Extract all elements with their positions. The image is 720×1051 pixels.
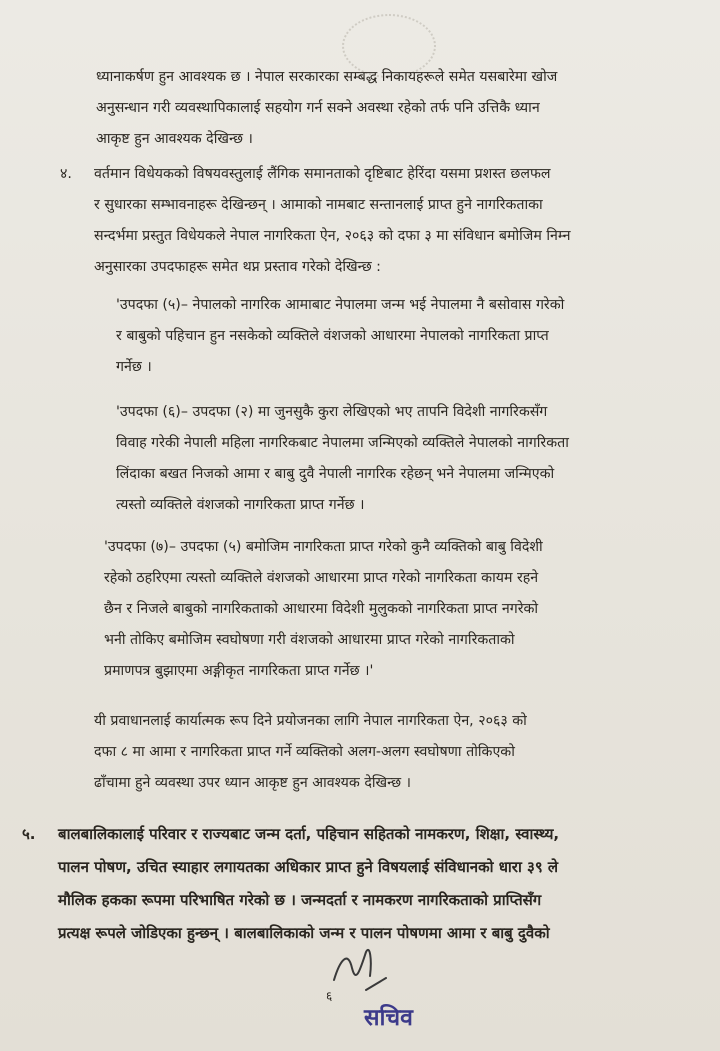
text-line: भनी तोकिए बमोजिम स्वघोषणा गरी वंशजको आधारमा प्राप्त गरेको नागरिकताको: [104, 632, 515, 648]
text-line: रहेको ठहरिएमा त्यस्तो व्यक्तिले वंशजको आधारमा प्राप्त गरेको नागरिकता कायम रहने: [104, 570, 539, 586]
text-line: त्यस्तो व्यक्तिले वंशजको नागरिकता प्राप्त गर्नेछ ।: [116, 497, 365, 513]
item-number: ४.: [60, 166, 72, 182]
text-line: अनुसारका उपदफाहरू समेत थप्न प्रस्ताव गरेको देखिन्छ :: [94, 259, 381, 275]
text-line: प्रत्यक्ष रूपले जोडिएका हुन्छन् । बालबालिकाको जन्म र पालन पोषणमा आमा र बाबु दुवैको: [58, 924, 550, 942]
paragraph-provision: [94, 706, 527, 799]
text-line: मौलिक हकका रूपमा परिभाषित गरेको छ । जन्मदर्ता र नामकरण नागरिकताको प्राप्तिसँग: [58, 891, 542, 909]
text-line: दफा ८ मा आमा र नागरिकता प्राप्त गर्ने व्यक्तिको अलग-अलग स्वघोषणा तोकिएको: [94, 744, 515, 760]
text-line: वर्तमान विधेयकको विषयवस्तुलाई लैंगिक समानताको दृष्टिबाट हेरिंदा यसमा प्रशस्त छलफल: [94, 166, 551, 182]
quote-subsection-5: [116, 290, 564, 383]
text-line: 'उपदफा (६)– उपदफा (२) मा जुनसुकै कुरा लेखिएको भए तापनि विदेशी नागरिकसँग: [116, 404, 548, 420]
text-line: विवाह गरेकी नेपाली महिला नागरिकबाट नेपालमा जन्मिएको व्यक्तिले नेपालको नागरिकता: [116, 435, 569, 451]
text-line: बालबालिकालाई परिवार र राज्यबाट जन्म दर्ता, पहिचान सहितको नामकरण, शिक्षा, स्वास्थ्य,: [58, 825, 560, 843]
text-line: 'उपदफा (५)– नेपालको नागरिक आमाबाट नेपालमा जन्म भई नेपालमा नै बसोवास गरेको: [116, 297, 565, 313]
paragraph-top: [96, 62, 557, 155]
text-line: लिंदाका बखत निजको आमा र बाबु दुवै नेपाली नागरिक रहेछन् भने नेपालमा जन्मिएको: [116, 466, 555, 482]
text-line: प्रमाणपत्र बुझाएमा अङ्गीकृत नागरिकता प्राप्त गर्नेछ ।': [104, 663, 374, 679]
text-line: आकृष्ट हुन आवश्यक देखिन्छ ।: [96, 131, 253, 147]
text-line: र सुधारका सम्भावनाहरू देखिन्छन् । आमाको नामबाट सन्तानलाई प्राप्त हुने नागरिकताका: [94, 197, 543, 213]
page-number: ६: [326, 989, 333, 1003]
text-line: ध्यानाकर्षण हुन आवश्यक छ । नेपाल सरकारका सम्बद्ध निकायहरूले समेत यसबारेमा खोज: [96, 69, 558, 85]
item-5-paragraph: [58, 818, 559, 950]
text-line: यी प्रवाधानलाई कार्यात्मक रूप दिने प्रयोजनका लागि नेपाल नागरिकता ऐन, २०६३ को: [94, 713, 527, 729]
text-line: र बाबुको पहिचान हुन नसकेको व्यक्तिले वंशजको आधारमा नेपालको नागरिकता प्राप्त: [116, 328, 549, 344]
quote-subsection-7: [104, 532, 543, 687]
text-line: ढाँचामा हुने व्यवस्था उपर ध्यान आकृष्ट हुन आवश्यक देखिन्छ ।: [94, 775, 412, 791]
item-number: ५.: [22, 825, 36, 843]
item-4-paragraph: [94, 159, 571, 283]
text-line: अनुसन्धान गरी व्यवस्थापिकालाई सहयोग गर्न सक्ने अवस्था रहेको तर्फ पनि उत्तिकै ध्यान: [96, 100, 540, 116]
quote-subsection-6: [116, 397, 569, 521]
secretary-stamp-text: सचिव: [364, 1005, 413, 1031]
text-line: गर्नेछ ।: [116, 359, 152, 375]
text-line: 'उपदफा (७)– उपदफा (५) बमोजिम नागरिकता प्राप्त गरेको कुनै व्यक्तिको बाबु विदेशी: [104, 539, 543, 555]
text-line: पालन पोषण, उचित स्याहार लगायतका अधिकार प्राप्त हुने विषयलाई संविधानको धारा ३९ ले: [58, 858, 559, 876]
text-line: छैन र निजले बाबुको नागरिकताको आधारमा विदेशी मुलुकको नागरिकता प्राप्त नगरेको: [104, 601, 539, 617]
text-line: सन्दर्भमा प्रस्तुत विधेयकले नेपाल नागरिकता ऐन, २०६३ को दफा ३ मा संविधान बमोजिम निम्न: [94, 228, 571, 244]
